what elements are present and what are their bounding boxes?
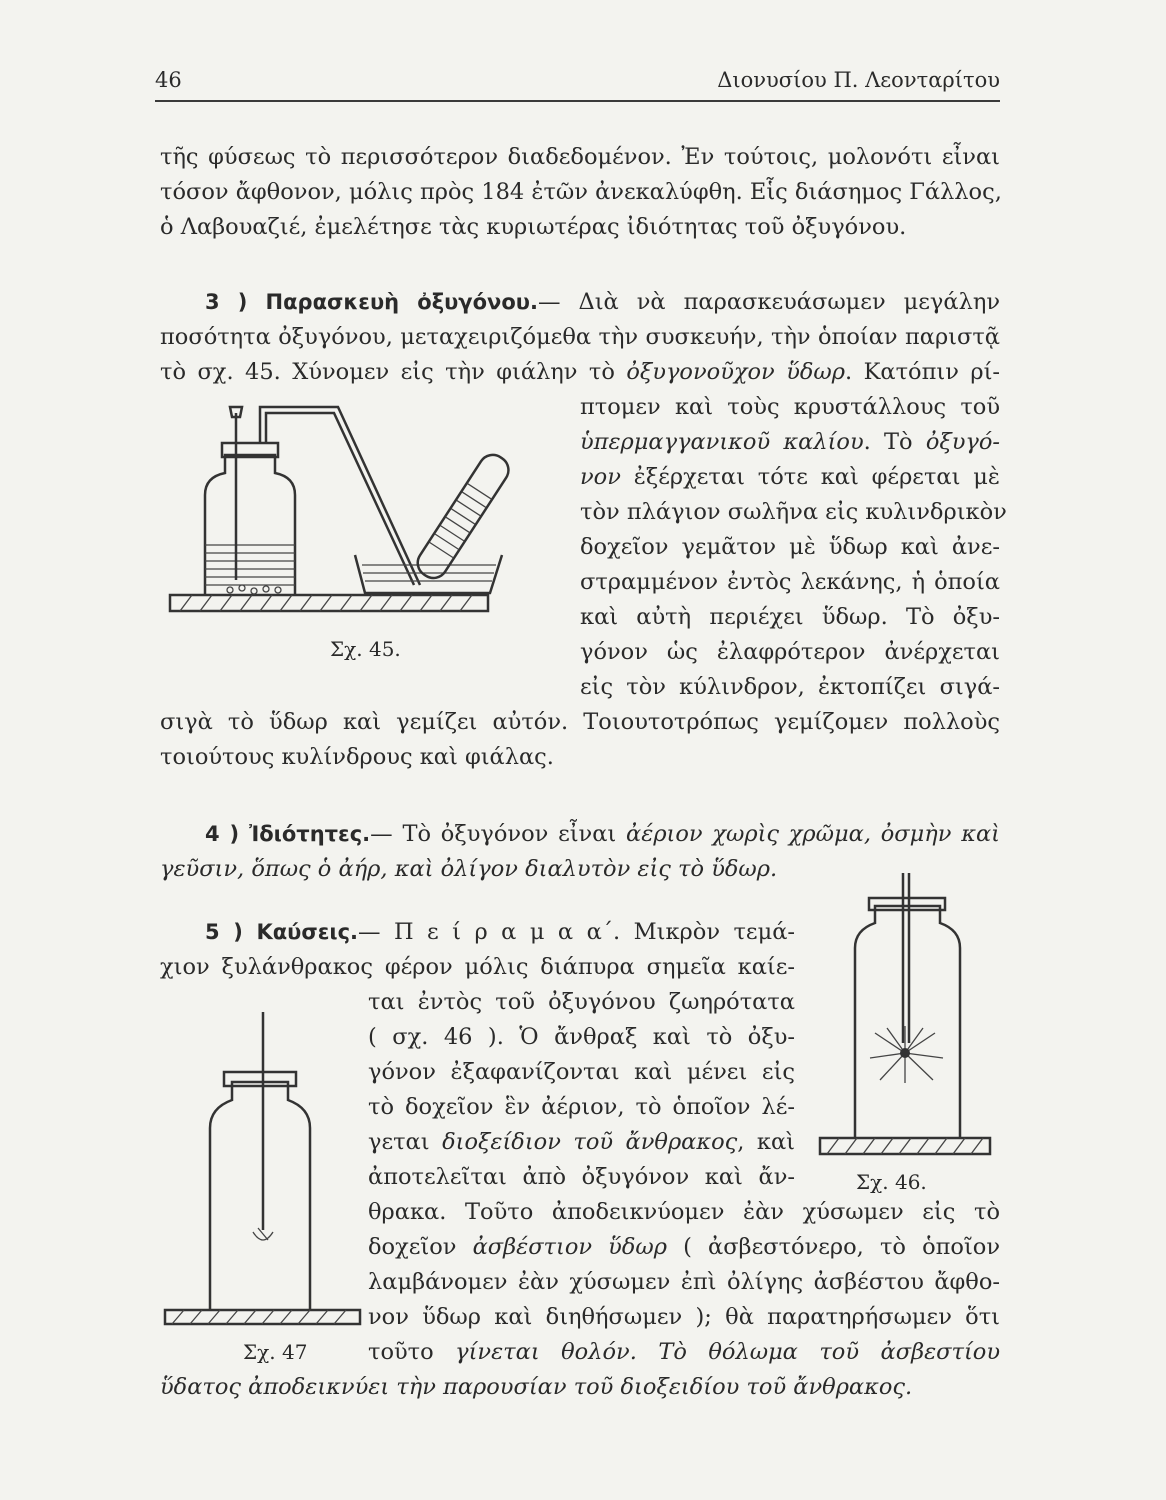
running-head: Διονυσίου Π. Λεονταρίτου <box>717 68 1000 92</box>
text-line: λαμβάνομεν ἐὰν χύσωμεν ἐπὶ ὀλίγης ἀσβέστου ἄφθο- <box>368 1269 1000 1295</box>
text-line: γεται διοξείδιον τοῦ ἄνθρακος, καὶ <box>368 1129 796 1155</box>
section-3-line: 3 ) Παρασκευὴ ὀξυγόνου.— Διὰ νὰ παρασκευάσωμεν μεγάλην <box>205 289 1000 315</box>
section-heading: 3 ) Παρασκευὴ ὀξυγόνου. <box>205 290 538 314</box>
text-line: ( σχ. 46 ). Ὁ ἄνθραξ καὶ τὸ ὀξυ- <box>368 1024 795 1050</box>
text-line: ὕδατος ἀποδεικνύει τὴν παρουσίαν τοῦ διοξειδίου τοῦ ἄνθρακος. <box>160 1374 913 1400</box>
text-line: τὸ δοχεῖον ἓν ἀέριον, τὸ ὁποῖον λέ- <box>368 1094 795 1120</box>
text-line: τὸ σχ. 45. Χύνομεν εἰς τὴν φιάλην τὸ ὀξυγονοῦχον ὕδωρ. Κατόπιν ρί- <box>160 359 1001 385</box>
page-number: 46 <box>155 68 182 92</box>
text-line: δοχεῖον ἀσβέστιον ὕδωρ ( ἀσβεστόνερο, τὸ ὁποῖον <box>368 1234 1000 1260</box>
text-line: γόνον ἐξαφανίζονται καὶ μένει εἰς <box>368 1059 795 1085</box>
text-line: δοχεῖον γεμᾶτον μὲ ὕδωρ καὶ ἀνε- <box>580 534 1000 560</box>
text-line: ται ἐντὸς τοῦ ὀξυγόνου ζωηρότατα <box>368 989 795 1015</box>
text-line: νον ὕδωρ καὶ διηθήσωμεν ); θὰ παρατηρήσωμεν ὅτι <box>368 1304 1000 1330</box>
text-line: χιον ξυλάνθρακος φέρον μόλις διάπυρα σημεῖα καίε- <box>160 954 795 980</box>
text-line: θρακα. Τοῦτο ἀποδεικνύομεν ἐὰν χύσωμεν εἰς τὸ <box>368 1199 1000 1225</box>
text-line: γεῦσιν, ὅπως ὁ ἀήρ, καὶ ὀλίγον διαλυτὸν εἰς τὸ ὕδωρ. <box>160 856 778 882</box>
figure-46-caption: Σχ. 46. <box>856 1170 927 1194</box>
text-line: ποσότητα ὀξυγόνου, μεταχειριζόμεθα τὴν συσκευήν, τὴν ὁποίαν παριστᾷ <box>160 324 1000 350</box>
text-line: πτομεν καὶ τοὺς κρυστάλλους τοῦ <box>580 394 1000 420</box>
figure-47-jar <box>160 1010 370 1330</box>
text-line: τοιούτους κυλίνδρους καὶ φιάλας. <box>160 744 554 770</box>
text-line: τοῦτο γίνεται θολόν. Τὸ θόλωμα τοῦ ἀσβεστίου <box>368 1339 1000 1365</box>
text-line: στραμμένον ἐντὸς λεκάνης, ἡ ὁποία <box>580 569 1000 595</box>
figure-46-jar <box>815 868 995 1168</box>
text-line: ἀποτελεῖται ἀπὸ ὀξυγόνον καὶ ἄν- <box>368 1164 795 1190</box>
text-line: νον ἐξέρχεται τότε καὶ φέρεται μὲ <box>580 464 1000 490</box>
text-line: ὁ Λαβουαζιέ, ἐμελέτησε τὰς κυριωτέρας ἰδιότητας τοῦ ὀξυγόνου. <box>160 214 907 240</box>
text-line: ὑπερμαγγανικοῦ καλίου. Τὸ ὀξυγό- <box>580 429 1001 455</box>
figure-45-caption: Σχ. 45. <box>330 637 401 661</box>
section-heading: 4 ) Ἰδιότητες. <box>205 822 371 846</box>
text-line: τὸν πλάγιον σωλῆνα εἰς κυλινδρικὸν <box>580 499 1007 525</box>
text-line: σιγὰ τὸ ὕδωρ καὶ γεμίζει αὐτόν. Τοιουτοτρόπως γεμίζομεν πολλοὺς <box>160 709 1000 735</box>
page-header <box>155 66 1000 102</box>
text-line: καὶ αὐτὴ περιέχει ὕδωρ. Τὸ ὀξυ- <box>580 604 1000 630</box>
text-line: τόσον ἄφθονον, μόλις πρὸς 184 ἐτῶν ἀνεκαλύφθη. Εἷς διάσημος Γάλλος, <box>160 179 1002 205</box>
text-line: γόνον ὡς ἐλαφρότερον ἀνέρχεται <box>580 639 1000 665</box>
section-4-line: 4 ) Ἰδιότητες.— Τὸ ὀξυγόνον εἶναι ἀέριον χωρὶς χρῶμα, ὀσμὴν καὶ <box>205 821 1000 847</box>
section-heading: 5 ) Καύσεις. <box>205 920 358 944</box>
text-line: τῆς φύσεως τὸ περισσότερον διαδεδομένον. Ἐν τούτοις, μολονότι εἶναι <box>160 144 1000 170</box>
text-line: εἰς τὸν κύλινδρον, ἐκτοπίζει σιγά- <box>580 674 1000 700</box>
figure-45-apparatus <box>160 395 580 625</box>
figure-47-caption: Σχ. 47 <box>243 1340 308 1364</box>
section-5-line: 5 ) Καύσεις.— Π ε ί ρ α μ α α΄. Μικρὸν τεμά- <box>205 919 795 945</box>
